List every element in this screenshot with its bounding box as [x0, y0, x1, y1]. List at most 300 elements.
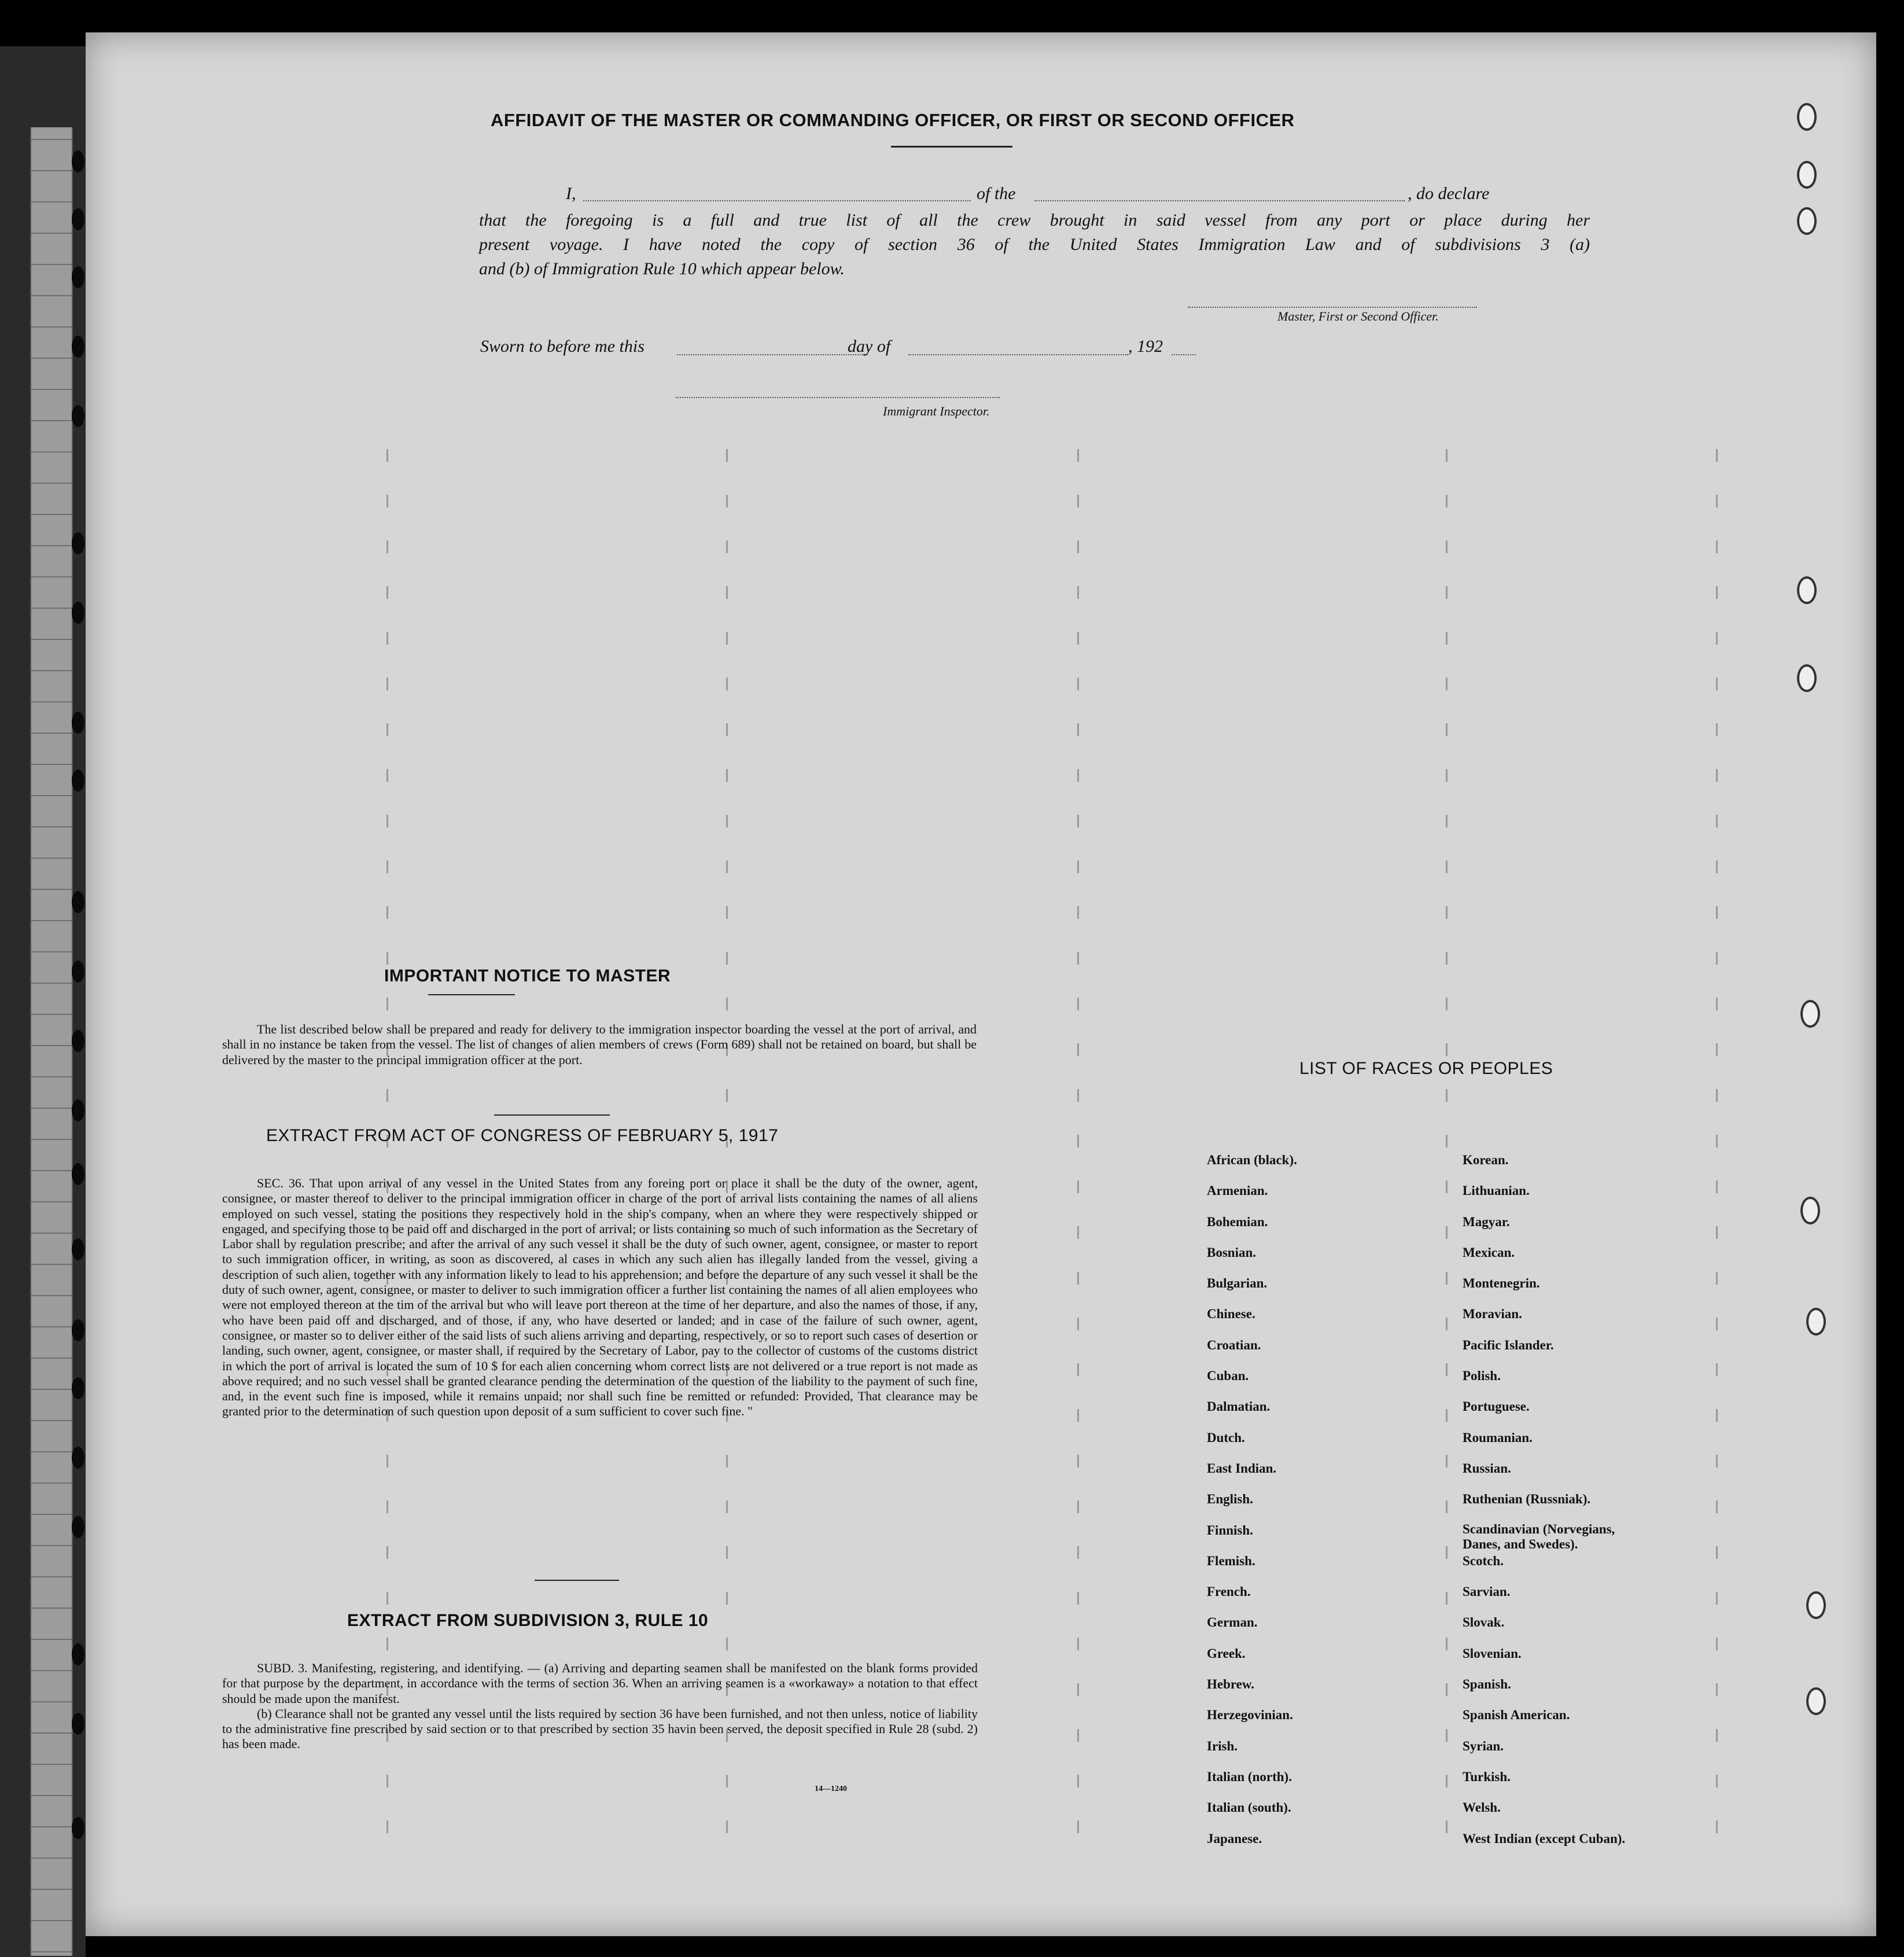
- binding-rule: [31, 639, 72, 640]
- bleed-mark: [1077, 1638, 1079, 1650]
- race-item: Moravian.: [1463, 1307, 1522, 1322]
- binding-rule: [31, 1545, 72, 1546]
- bleed-mark: [726, 540, 728, 553]
- race-item: West Indian (except Cuban).: [1463, 1831, 1626, 1846]
- race-item: Italian (south).: [1207, 1800, 1291, 1815]
- race-item: Syrian.: [1463, 1738, 1504, 1753]
- bleed-mark: [386, 540, 388, 553]
- races-column-2: [1463, 1145, 1625, 1854]
- bleed-mark: [1716, 1546, 1718, 1559]
- bleed-mark: [1077, 1820, 1079, 1833]
- binding-rule: [31, 1170, 72, 1171]
- binding-rule: [31, 889, 72, 890]
- bleed-mark: [1446, 632, 1448, 645]
- race-item: Spanish American.: [1463, 1708, 1570, 1723]
- binding-rule: [31, 1576, 72, 1577]
- bleed-mark: [386, 860, 388, 873]
- binding-hole: [72, 712, 84, 734]
- bleed-mark: [726, 1089, 728, 1102]
- bleed-mark: [1077, 678, 1079, 690]
- binding-edge: [0, 46, 86, 1957]
- bleed-mark: [1716, 1592, 1718, 1605]
- binding-hole: [72, 532, 84, 554]
- binding-rule: [31, 576, 72, 577]
- binding-rule: [31, 1514, 72, 1515]
- bleed-mark: [1716, 1638, 1718, 1650]
- race-item: Hebrew.: [1207, 1677, 1254, 1692]
- binding-hole: [72, 1099, 84, 1121]
- bleed-mark: [726, 860, 728, 873]
- binding-hole: [72, 770, 84, 792]
- bleed-mark: [1446, 1318, 1448, 1330]
- binding-rule: [31, 1795, 72, 1796]
- binding-hole: [72, 208, 84, 230]
- binding-hole: [72, 1163, 84, 1185]
- binding-rule: [31, 295, 72, 296]
- race-item: Lithuanian.: [1463, 1183, 1530, 1198]
- race-item: Slovenian.: [1463, 1646, 1522, 1661]
- bleed-mark: [1716, 1089, 1718, 1102]
- binding-hole: [72, 405, 84, 427]
- binding-rule: [31, 1857, 72, 1859]
- punch-ring: [1797, 664, 1817, 692]
- rule-title: EXTRACT FROM SUBDIVISION 3, RULE 10: [347, 1611, 709, 1630]
- bleed-mark: [1077, 1455, 1079, 1467]
- races-title: LIST OF RACES OR PEOPLES: [1299, 1059, 1553, 1078]
- race-item: Bulgarian.: [1207, 1276, 1268, 1291]
- binding-hole: [72, 891, 84, 913]
- race-item: German.: [1207, 1615, 1258, 1630]
- binding-rule: [31, 1701, 72, 1702]
- race-item: Cuban.: [1207, 1369, 1249, 1384]
- bleed-mark: [1446, 1638, 1448, 1650]
- bleed-mark: [1716, 998, 1718, 1010]
- binding-rule: [31, 545, 72, 546]
- binding-rule: [31, 1826, 72, 1827]
- binding-rule: [31, 983, 72, 984]
- bleed-mark: [1077, 906, 1079, 919]
- bleed-mark: [1446, 495, 1448, 507]
- race-item: Welsh.: [1463, 1800, 1501, 1815]
- binding-rule: [31, 264, 72, 265]
- bleed-mark: [1446, 906, 1448, 919]
- notice-rule: [428, 994, 515, 995]
- bleed-mark: [1716, 1820, 1718, 1833]
- bleed-mark: [386, 952, 388, 965]
- binding-rule: [31, 1139, 72, 1140]
- bleed-mark: [1077, 540, 1079, 553]
- bleed-mark: [1077, 1546, 1079, 1559]
- bleed-mark: [1446, 1683, 1448, 1696]
- act-rule: [494, 1114, 610, 1116]
- bleed-mark: [1716, 1180, 1718, 1193]
- bleed-mark: [1716, 678, 1718, 690]
- race-item: Polish.: [1463, 1369, 1501, 1384]
- binding-rule: [31, 608, 72, 609]
- affidavit-body: [479, 184, 1590, 281]
- race-item: Slovak.: [1463, 1615, 1505, 1630]
- binding-rule: [31, 420, 72, 421]
- bleed-mark: [1077, 632, 1079, 645]
- binding-rule: [31, 1295, 72, 1296]
- binding-strip: [30, 127, 73, 1956]
- binding-rule: [31, 1389, 72, 1390]
- punch-ring: [1797, 207, 1817, 235]
- race-item: Scotch.: [1463, 1553, 1504, 1568]
- notice-text: The list described below shall be prepared and ready for delivery to the immigration inspector boarding the vessel at the port of arrival, and shall in no instance be taken from the vessel. The list of changes of alien members of crews (Form 689) shall not be retained on board, but shall be delivered by the master to the principal immigration officer at the port.: [222, 1022, 977, 1067]
- binding-rule: [31, 326, 72, 328]
- binding-hole: [72, 1713, 84, 1735]
- bleed-mark: [726, 449, 728, 462]
- rule-divider: [535, 1580, 619, 1581]
- race-item: Portuguese.: [1463, 1399, 1530, 1414]
- bleed-mark: [726, 1592, 728, 1605]
- bleed-mark: [1077, 1135, 1079, 1147]
- race-item: Korean.: [1463, 1153, 1509, 1167]
- rule-text-a: SUBD. 3. Manifesting, registering, and identifying. — (a) Arriving and departing seamen shall be manifested on the blank forms provided for that purpose by the department, in accordance with the terms of section 36. When an arriving seamen is a «workaway» a notation to that effect should be made upon the manifest.: [222, 1661, 978, 1706]
- bleed-mark: [1077, 998, 1079, 1010]
- document-page: [86, 32, 1876, 1936]
- binding-hole: [72, 1643, 84, 1665]
- bleed-mark: [1077, 769, 1079, 782]
- bleed-mark: [726, 815, 728, 827]
- binding-hole: [72, 1817, 84, 1839]
- i-label: I,: [566, 184, 576, 203]
- bleed-mark: [1446, 1363, 1448, 1376]
- race-item: Dalmatian.: [1207, 1399, 1270, 1414]
- bleed-mark: [386, 1592, 388, 1605]
- vessel-field-line: [1034, 200, 1405, 201]
- race-item: East Indian.: [1207, 1461, 1277, 1476]
- bleed-mark: [726, 1455, 728, 1467]
- bleed-mark: [1446, 723, 1448, 736]
- bleed-mark: [386, 998, 388, 1010]
- master-signature-line: [1188, 307, 1477, 308]
- race-item: Spanish.: [1463, 1677, 1511, 1692]
- binding-rule: [31, 733, 72, 734]
- binding-rule: [31, 1670, 72, 1671]
- binding-rule: [31, 1358, 72, 1359]
- bleed-mark: [1077, 495, 1079, 507]
- race-item: Greek.: [1207, 1646, 1246, 1661]
- rule-text: [222, 1661, 978, 1752]
- bleed-mark: [726, 1546, 728, 1559]
- bleed-mark: [726, 586, 728, 599]
- bleed-mark: [726, 906, 728, 919]
- bleed-mark: [1446, 1043, 1448, 1056]
- race-item: Armenian.: [1207, 1183, 1268, 1198]
- binding-rule: [31, 1951, 72, 1952]
- race-item: Irish.: [1207, 1738, 1238, 1753]
- bleed-mark: [1077, 1500, 1079, 1513]
- race-item: Roumanian.: [1463, 1430, 1533, 1445]
- bleed-mark: [1716, 1226, 1718, 1239]
- races-column-1: [1207, 1145, 1297, 1854]
- bleed-mark: [1716, 1409, 1718, 1422]
- bleed-mark: [1077, 1089, 1079, 1102]
- bleed-mark: [726, 632, 728, 645]
- bleed-mark: [386, 723, 388, 736]
- bleed-mark: [726, 678, 728, 690]
- sworn-label: Sworn to before me this: [480, 337, 645, 356]
- bleed-mark: [1716, 860, 1718, 873]
- bleed-mark: [1446, 998, 1448, 1010]
- bleed-mark: [1716, 1135, 1718, 1147]
- race-item: Chinese.: [1207, 1307, 1255, 1322]
- bleed-mark: [1077, 1363, 1079, 1376]
- bleed-mark: [386, 906, 388, 919]
- bleed-mark: [1716, 1318, 1718, 1330]
- binding-rule: [31, 951, 72, 952]
- bleed-mark: [1077, 1226, 1079, 1239]
- bleed-mark: [386, 495, 388, 507]
- binding-hole: [72, 336, 84, 358]
- bleed-mark: [1716, 586, 1718, 599]
- binding-rule: [31, 514, 72, 515]
- binding-rule: [31, 233, 72, 234]
- binding-rule: [31, 701, 72, 702]
- race-item: Montenegrin.: [1463, 1276, 1540, 1291]
- bleed-mark: [1716, 1500, 1718, 1513]
- binding-rule: [31, 1014, 72, 1015]
- bleed-mark: [1716, 769, 1718, 782]
- do-declare-label: , do declare: [1408, 184, 1490, 203]
- binding-hole: [72, 1377, 84, 1399]
- binding-hole: [72, 1030, 84, 1052]
- race-item: Croatian.: [1207, 1337, 1261, 1352]
- bleed-mark: [1077, 860, 1079, 873]
- bleed-mark: [1446, 1226, 1448, 1239]
- year-field-line: [1172, 354, 1196, 355]
- binding-rule: [31, 170, 72, 171]
- bleed-mark: [726, 1638, 728, 1650]
- binding-rule: [31, 858, 72, 859]
- race-item: Magyar.: [1463, 1214, 1510, 1229]
- bleed-mark: [1716, 540, 1718, 553]
- binding-hole: [72, 1447, 84, 1469]
- bleed-mark: [386, 678, 388, 690]
- race-item: Scandinavian (Norvegians, Danes, and Swedes).: [1463, 1521, 1615, 1551]
- binding-rule: [31, 920, 72, 921]
- race-item: Turkish.: [1463, 1769, 1511, 1784]
- affidavit-title: AFFIDAVIT OF THE MASTER OR COMMANDING OFFICER, OR FIRST OR SECOND OFFICER: [491, 110, 1295, 130]
- bleed-mark: [1077, 815, 1079, 827]
- binding-rule: [31, 1451, 72, 1452]
- binding-rule: [31, 826, 72, 827]
- form-number: 14—1240: [815, 1785, 847, 1793]
- binding-rule: [31, 1264, 72, 1265]
- bleed-mark: [1716, 723, 1718, 736]
- binding-hole: [72, 602, 84, 624]
- bleed-mark: [1077, 723, 1079, 736]
- name-field-line: [583, 200, 971, 201]
- affidavit-line-4: and (b) of Immigration Rule 10 which appear below.: [479, 259, 845, 278]
- race-item: Bohemian.: [1207, 1214, 1268, 1229]
- punch-ring: [1797, 576, 1817, 604]
- binding-rule: [31, 389, 72, 390]
- bleed-mark: [726, 495, 728, 507]
- bleed-mark: [726, 952, 728, 965]
- bleed-mark: [1716, 1775, 1718, 1787]
- binding-rule: [31, 1764, 72, 1765]
- bleed-mark: [1077, 586, 1079, 599]
- bleed-mark: [1446, 540, 1448, 553]
- bleed-mark: [1077, 1318, 1079, 1330]
- bleed-mark: [1077, 1592, 1079, 1605]
- bleed-mark: [1446, 1592, 1448, 1605]
- race-item: Russian.: [1463, 1461, 1511, 1476]
- affidavit-line-2: that the foregoing is a full and true list of all the crew brought in said vessel from any port or place during her: [479, 211, 1590, 230]
- punch-ring: [1797, 161, 1817, 189]
- race-item: Bosnian.: [1207, 1245, 1257, 1260]
- bleed-mark: [1077, 1043, 1079, 1056]
- race-item: Herzegovinian.: [1207, 1708, 1293, 1723]
- bleed-mark: [726, 998, 728, 1010]
- race-item: Flemish.: [1207, 1553, 1255, 1568]
- binding-rule: [31, 451, 72, 453]
- inspector-signature-line: [676, 397, 1000, 398]
- sworn-line: [480, 337, 1348, 362]
- binding-rule: [31, 1483, 72, 1484]
- race-item: Mexican.: [1463, 1245, 1515, 1260]
- bleed-mark: [386, 1638, 388, 1650]
- bleed-mark: [1716, 1729, 1718, 1742]
- binding-rule: [31, 670, 72, 671]
- bleed-mark: [1077, 1409, 1079, 1422]
- day-of-label: day of: [848, 337, 891, 356]
- race-item: Italian (north).: [1207, 1769, 1292, 1784]
- bleed-mark: [1077, 1775, 1079, 1787]
- bleed-mark: [1716, 952, 1718, 965]
- bleed-mark: [1446, 815, 1448, 827]
- punch-ring: [1800, 1000, 1820, 1028]
- bleed-mark: [1446, 1500, 1448, 1513]
- punch-ring: [1797, 103, 1817, 131]
- punch-ring: [1806, 1687, 1826, 1715]
- binding-rule: [31, 1732, 72, 1734]
- bleed-mark: [1446, 678, 1448, 690]
- bleed-mark: [1716, 815, 1718, 827]
- bleed-mark: [386, 449, 388, 462]
- binding-rule: [31, 139, 72, 140]
- inspector-signature-caption: Immigrant Inspector.: [883, 404, 990, 418]
- bleed-mark: [386, 1500, 388, 1513]
- binding-rule: [31, 201, 72, 203]
- bleed-mark: [1716, 495, 1718, 507]
- bleed-mark: [1716, 906, 1718, 919]
- race-item: Pacific Islander.: [1463, 1337, 1554, 1352]
- bleed-mark: [1716, 1043, 1718, 1056]
- bleed-mark: [1077, 449, 1079, 462]
- race-item: Japanese.: [1207, 1831, 1262, 1846]
- bleed-mark: [1446, 860, 1448, 873]
- year-label: , 192: [1128, 337, 1163, 356]
- act-title: EXTRACT FROM ACT OF CONGRESS OF FEBRUARY 5, 1917: [266, 1126, 779, 1145]
- bleed-mark: [726, 1500, 728, 1513]
- bleed-mark: [386, 1455, 388, 1467]
- bleed-mark: [1716, 1455, 1718, 1467]
- bleed-mark: [386, 1775, 388, 1787]
- bleed-mark: [1077, 1729, 1079, 1742]
- bleed-mark: [1446, 1820, 1448, 1833]
- binding-hole: [72, 150, 84, 172]
- bleed-mark: [1446, 1775, 1448, 1787]
- binding-hole: [72, 266, 84, 288]
- binding-hole: [72, 1516, 84, 1538]
- bleed-mark: [1077, 1683, 1079, 1696]
- binding-hole: [72, 961, 84, 983]
- bleed-mark: [1077, 1272, 1079, 1285]
- title-rule: [891, 146, 1012, 148]
- race-item: African (black).: [1207, 1153, 1297, 1167]
- bleed-mark: [1446, 1180, 1448, 1193]
- binding-rule: [31, 1639, 72, 1640]
- binding-rule: [31, 483, 72, 484]
- bleed-mark: [386, 1089, 388, 1102]
- binding-rule: [31, 1889, 72, 1890]
- bleed-mark: [1446, 1272, 1448, 1285]
- punch-ring: [1800, 1197, 1820, 1224]
- bleed-mark: [386, 1546, 388, 1559]
- bleed-mark: [1077, 952, 1079, 965]
- bleed-mark: [1446, 1409, 1448, 1422]
- binding-rule: [31, 1201, 72, 1202]
- binding-rule: [31, 795, 72, 796]
- bleed-mark: [1446, 769, 1448, 782]
- binding-rule: [31, 1045, 72, 1046]
- bleed-mark: [1446, 449, 1448, 462]
- race-item: Ruthenian (Russniak).: [1463, 1492, 1591, 1507]
- bleed-mark: [386, 1820, 388, 1833]
- bleed-mark: [1446, 1546, 1448, 1559]
- master-signature-caption: Master, First or Second Officer.: [1277, 309, 1439, 323]
- bleed-mark: [726, 1775, 728, 1787]
- bleed-mark: [1716, 1272, 1718, 1285]
- bleed-mark: [726, 723, 728, 736]
- bleed-mark: [1446, 952, 1448, 965]
- of-the-label: of the: [977, 184, 1016, 203]
- bleed-mark: [386, 769, 388, 782]
- binding-rule: [31, 1920, 72, 1921]
- binding-hole: [72, 1238, 84, 1260]
- binding-hole: [72, 1319, 84, 1341]
- race-item: Sarvian.: [1463, 1584, 1511, 1599]
- bleed-mark: [386, 586, 388, 599]
- binding-rule: [31, 1233, 72, 1234]
- affidavit-line-3: present voyage. I have noted the copy of section 36 of the United States Immigration Law and of subdivisions 3 (a): [479, 235, 1590, 254]
- binding-rule: [31, 1076, 72, 1077]
- bleed-mark: [1446, 1135, 1448, 1147]
- bleed-mark: [1446, 586, 1448, 599]
- month-field-line: [908, 354, 1128, 355]
- punch-ring: [1806, 1308, 1826, 1336]
- race-item: English.: [1207, 1492, 1253, 1507]
- binding-rule: [31, 1108, 72, 1109]
- day-field-line: [677, 354, 868, 355]
- act-text: SEC. 36. That upon arrival of any vessel in the United States from any foreing port or place it shall be the duty of the owner, agent, consignee, or master thereof to deliver to the principal immigration officer in charge of the port of arrival lists containing the names of all aliens employed on such vessel, stating the positions they respectively hold in the ship's company, when an where they were respectively shipped or engaged, and specifying those to be paid off and discharged in the port of arrival; or lists containing so much of such information as the Secretary of Labor shall by regulation prescribe; and after the arrival of any such vessel it shall be the duty of such owner, agent, consignee, or master to report to such immigration officer, in writing, as soon as discovered, al cases in which any such alien has illegally landed from the vessel, giving a description of such alien, together with any information likely to lead to his apprehension; and before the departure of any such vessel it shall be the duty of such owner, agent, consignee, or master to deliver to such immigration officer a further list containing the names of all alien employees who were not employed thereon at the tim of the arrival but who will leave port thereon at the time of her departure, and also the names of those, if any, who have been paid off and discharged, and of those, if any, who have deserted or landed; and in case of the failure of such owner, agent, consignee, or master so to deliver either of the said lists of such aliens arriving and departing, respectively, or so to report such cases of desertion or landing, such owner, agent, consignee, or master shall, if required by the Secretary of Labor, pay to the collector of customs of the customs district in which the port of arrival is located the sum of 10 $ for each alien concerning whom correct lists are not delivered or a true report is not made as above required; and no such vessel shall be granted clearance pending the determination of the question of the liability to the payment of such fine, and, in the event such fine is imposed, while it remains unpaid; nor shall such fine be remitted or refunded: Provided, That clearance may be granted prior to the determination of such question upon deposit of a sum sufficient to cover such fine. ": [222, 1176, 978, 1419]
- rule-text-b: (b) Clearance shall not be granted any vessel until the lists required by section 36 have been furnished, and not then unless, notice of liability to the administrative fine prescribed by said section or to that prescribed by section 35 havin been served, the deposit specified in Rule 28 (subd. 2) has been made.: [222, 1706, 978, 1752]
- bleed-mark: [1077, 1180, 1079, 1193]
- binding-rule: [31, 1420, 72, 1421]
- binding-rule: [31, 1326, 72, 1327]
- bleed-mark: [1716, 1683, 1718, 1696]
- bleed-mark: [726, 1820, 728, 1833]
- bleed-mark: [726, 769, 728, 782]
- bleed-mark: [1446, 1455, 1448, 1467]
- bleed-mark: [1446, 1729, 1448, 1742]
- bleed-mark: [1716, 449, 1718, 462]
- race-item: French.: [1207, 1584, 1251, 1599]
